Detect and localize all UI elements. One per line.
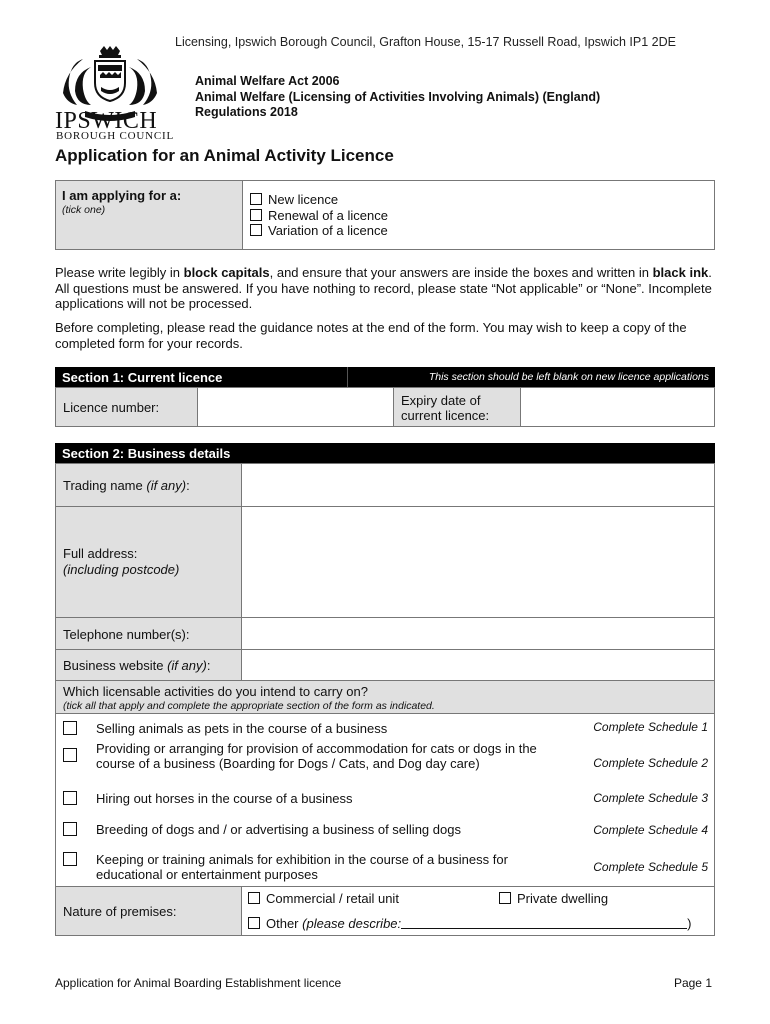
option-label: Renewal of a licence <box>268 207 388 223</box>
label-hint: (if any) <box>167 658 207 673</box>
activity-5-checkbox[interactable] <box>63 852 77 866</box>
activity-2-checkbox[interactable] <box>63 748 77 762</box>
instructions-paragraph-1 <box>55 265 715 312</box>
label-hint: (if any) <box>146 478 187 493</box>
activity-1-text: Selling animals as pets in the course of a business <box>96 721 388 736</box>
legislation-block <box>195 74 600 121</box>
page-number: Page 1 <box>673 976 712 990</box>
option-hint: (please describe: <box>302 916 402 931</box>
logo-wordmark: IPSWICH <box>55 108 158 134</box>
activity-3-checkbox[interactable] <box>63 791 77 805</box>
section-1-header <box>55 367 715 387</box>
activities-hint: (tick all that apply and complete the appropriate section of the form as indicated. <box>63 700 435 712</box>
option-label: Variation of a licence <box>268 223 388 238</box>
header-divider <box>347 367 348 387</box>
trading-name-label: Trading name (if any): <box>63 478 190 493</box>
activity-2-text: Providing or arranging for provision of accommodation for cats or dogs in the course of a business (Boarding for Dogs / Cats, and Dog day care) <box>96 741 537 771</box>
expiry-label-line: current licence: <box>401 408 490 423</box>
label-text: Trading name <box>63 478 143 493</box>
footer-title: Application for Animal Boarding Establishment licence <box>55 976 342 990</box>
other-checkbox[interactable] <box>248 917 260 929</box>
renewal-checkbox[interactable] <box>250 209 262 221</box>
commercial-checkbox[interactable] <box>248 892 260 904</box>
activity-1-checkbox[interactable] <box>63 721 77 735</box>
option-label: Private dwelling <box>517 891 609 906</box>
option-new-licence[interactable] <box>250 192 714 208</box>
trading-name-field[interactable] <box>241 463 715 507</box>
text-run: Please write legibly in <box>55 265 184 280</box>
activity-row <box>63 791 83 809</box>
activities-question: Which licensable activities do you intend to carry on? <box>63 684 368 699</box>
applying-label: I am applying for a: <box>62 188 182 203</box>
website-label: Business website (if any): <box>63 658 211 673</box>
section-1-note: This section should be left blank on new licence applications <box>428 371 709 383</box>
activity-4-checkbox[interactable] <box>63 822 77 836</box>
other-description-line[interactable] <box>401 916 687 929</box>
premises-label: Nature of premises: <box>63 904 177 919</box>
section-2-title: Section 2: Business details <box>62 446 231 461</box>
section-1-title: Section 1: Current licence <box>62 370 223 385</box>
option-label: Commercial / retail unit <box>266 891 399 906</box>
expiry-label <box>401 393 489 423</box>
website-label-cell <box>55 649 242 681</box>
address-field[interactable] <box>241 506 715 618</box>
activity-2-schedule: Complete Schedule 2 <box>593 756 708 770</box>
address-label-cell <box>55 506 242 618</box>
label-hint: (including postcode) <box>63 562 180 577</box>
option-label: New licence <box>268 192 339 207</box>
telephone-label: Telephone number(s): <box>63 627 190 642</box>
emphasis-black-ink: black ink <box>652 265 709 280</box>
act-line-2: Animal Welfare (Licensing of Activities Involving Animals) (England) <box>195 89 601 104</box>
variation-checkbox[interactable] <box>250 224 262 236</box>
licence-number-label-cell <box>55 387 198 427</box>
activity-row <box>63 721 83 739</box>
activity-row <box>63 852 83 870</box>
premises-label-cell <box>55 886 242 936</box>
activity-5-text: Keeping or training animals for exhibition in the course of a business for educational or entertainment purposes <box>96 852 508 882</box>
premises-private-option[interactable] <box>499 891 608 906</box>
section-2-header <box>55 443 715 463</box>
expiry-date-field[interactable] <box>520 387 715 427</box>
licence-number-label: Licence number: <box>63 400 160 415</box>
council-address: Licensing, Ipswich Borough Council, Grafton House, 15-17 Russell Road, Ipswich IP1 2DE <box>175 35 676 49</box>
activity-1-schedule: Complete Schedule 1 <box>593 720 708 734</box>
activity-3-schedule: Complete Schedule 3 <box>593 791 708 805</box>
activity-row <box>63 748 83 766</box>
premises-commercial-option[interactable] <box>248 891 399 906</box>
emphasis-block-capitals: block capitals <box>183 265 270 280</box>
activity-4-text: Breeding of dogs and / or advertising a business of selling dogs <box>96 822 461 837</box>
act-line-3: Regulations 2018 <box>195 105 298 119</box>
text-run: . All questions must be answered. If you have nothing to record, please state “Not applicable” or “None”. Incomplete applications will not be processed. <box>55 265 712 311</box>
closing-bracket: ) <box>687 916 692 931</box>
activity-4-schedule: Complete Schedule 4 <box>593 823 708 837</box>
telephone-field[interactable] <box>241 617 715 650</box>
option-variation[interactable] <box>250 223 714 239</box>
logo-subtitle: BOROUGH COUNCIL <box>56 130 175 142</box>
act-line-1: Animal Welfare Act 2006 <box>195 74 340 88</box>
trading-name-label-cell <box>55 463 242 507</box>
licence-number-field[interactable] <box>197 387 394 427</box>
expiry-label-cell <box>393 387 521 427</box>
address-label <box>63 546 179 578</box>
activity-3-text: Hiring out horses in the course of a business <box>96 791 353 806</box>
new-licence-checkbox[interactable] <box>250 193 262 205</box>
premises-other-option[interactable] <box>248 916 691 931</box>
text-run: , and ensure that your answers are inside the boxes and written in <box>269 265 653 280</box>
form-title: Application for an Animal Activity Licence <box>55 146 394 165</box>
applying-label-cell <box>55 180 243 250</box>
private-dwelling-checkbox[interactable] <box>499 892 511 904</box>
option-renewal[interactable] <box>250 208 714 224</box>
applying-options-cell <box>242 180 715 250</box>
activity-row <box>63 822 83 840</box>
label-text: Business website <box>63 658 164 673</box>
instructions-paragraph-2: Before completing, please read the guidance notes at the end of the form. You may wish to keep a copy of the completed form for your records. <box>55 320 687 351</box>
activities-question-cell <box>55 680 715 714</box>
label-text: Full address: <box>63 546 138 561</box>
website-field[interactable] <box>241 649 715 681</box>
telephone-label-cell <box>55 617 242 650</box>
option-label: Other <box>266 916 299 931</box>
applying-hint: (tick one) <box>62 204 106 216</box>
expiry-label-line: Expiry date of <box>401 393 481 408</box>
activity-5-schedule: Complete Schedule 5 <box>593 860 708 874</box>
